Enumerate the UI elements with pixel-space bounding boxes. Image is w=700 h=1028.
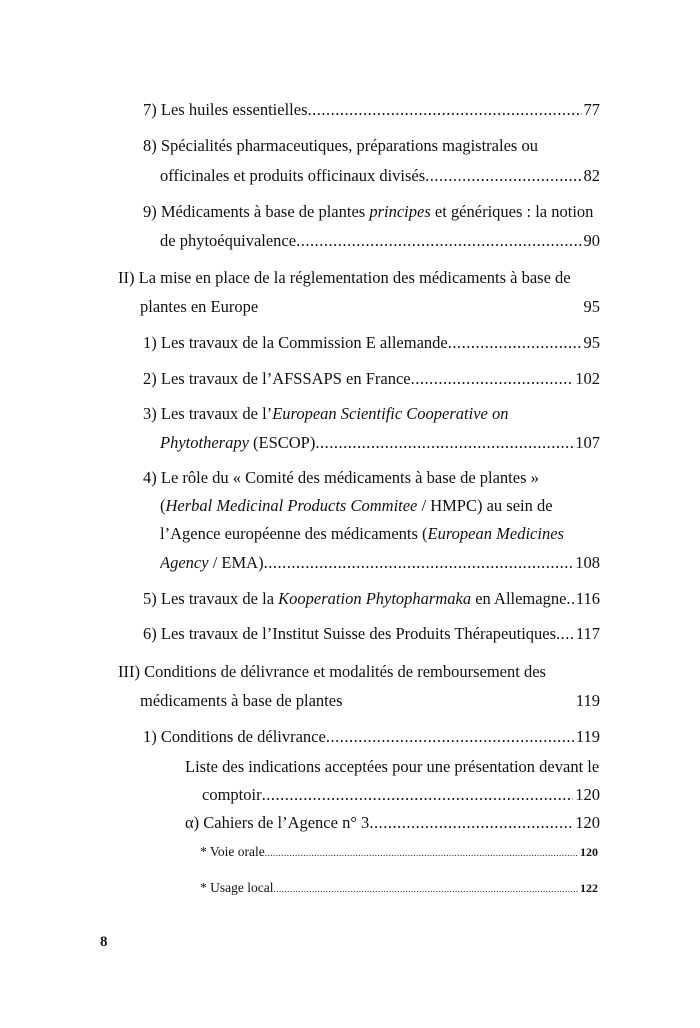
toc-entry-hmpc-line1 — [143, 466, 539, 490]
toc-italic-text: European Scientific Cooperative on — [272, 404, 509, 423]
dot-leader — [315, 431, 573, 455]
toc-entry-hmpc-line3 — [160, 522, 564, 546]
toc-page-number: 119 — [575, 691, 600, 710]
toc-page-number: 107 — [575, 433, 600, 452]
toc-text: l’Agence européenne des médicaments ( — [160, 524, 428, 543]
dot-leader — [566, 587, 573, 611]
toc-entry-institut-suisse — [143, 622, 600, 646]
toc-text: α) Cahiers de l’Agence n° 3 — [185, 813, 370, 832]
toc-text: / HMPC) au sein de — [417, 496, 553, 515]
toc-page-number: 90 — [583, 231, 600, 250]
dot-leader — [448, 331, 582, 355]
toc-section-iii-line1 — [118, 660, 546, 684]
dot-leader — [262, 783, 574, 807]
toc-italic-text: Kooperation Phytopharmaka — [278, 589, 472, 608]
toc-italic-text: European Medicines — [427, 524, 564, 543]
toc-entry-hmpc-line4 — [160, 551, 600, 575]
dot-leader — [369, 811, 573, 835]
toc-page-number: 120 — [580, 845, 598, 859]
toc-text: de phytoéquivalence — [160, 231, 297, 250]
toc-page-number: 116 — [575, 589, 600, 608]
toc-entry-medicaments-line2 — [160, 229, 600, 253]
toc-page-number: 95 — [583, 297, 600, 316]
toc-text: plantes en Europe — [140, 297, 259, 316]
toc-entry-afssaps — [143, 367, 600, 391]
toc-text: 4) Le rôle du « Comité des médicaments à base de plantes » — [143, 468, 539, 487]
dot-leader — [411, 367, 574, 391]
toc-page-number: 117 — [575, 624, 600, 643]
dot-leader — [296, 229, 581, 253]
toc-text: III) Conditions de délivrance et modalités de remboursement des — [118, 662, 546, 681]
toc-entry-huiles — [143, 98, 600, 122]
toc-entry-kooperation — [143, 587, 600, 611]
dot-leader — [308, 98, 582, 122]
toc-section-ii-line2 — [140, 295, 600, 319]
toc-text: II) La mise en place de la réglementation des médicaments à base de — [118, 268, 571, 287]
toc-italic-text: Herbal Medicinal Products Commitee — [165, 496, 418, 515]
toc-text — [160, 431, 315, 455]
toc-text: comptoir — [202, 785, 262, 804]
toc-text: médicaments à base de plantes — [140, 691, 343, 710]
toc-page-number: 102 — [575, 369, 600, 388]
dot-leader — [556, 622, 574, 646]
page-number: 8 — [100, 934, 108, 950]
toc-text: Liste des indications acceptées pour une présentation devant le — [185, 757, 600, 776]
toc-text: (ESCOP) — [248, 433, 316, 452]
toc-italic-text: principes — [369, 202, 431, 221]
toc-text: officinales et produits officinaux divisés — [160, 166, 426, 185]
toc-entry-medicaments-line1 — [143, 200, 593, 224]
toc-text: 6) Les travaux de l’Institut Suisse des Produits Thérapeutiques — [143, 624, 557, 643]
toc-entry-cahiers — [185, 811, 600, 835]
toc-entry-usage-local — [200, 876, 598, 900]
toc-italic-text: Agency — [160, 553, 209, 572]
toc-text: 9) Médicaments à base de plantes — [143, 202, 370, 221]
toc-text: * Usage local — [200, 880, 274, 895]
toc-entry-voie-orale — [200, 840, 598, 864]
toc-text: 7) Les huiles essentielles — [143, 100, 308, 119]
toc-page-number: 120 — [575, 785, 600, 804]
toc-entry-commission-e — [143, 331, 600, 355]
toc-text: 5) Les travaux de la — [143, 589, 279, 608]
toc-text: * Voie orale — [200, 844, 265, 859]
dot-leader — [425, 164, 581, 188]
toc-entry-conditions — [143, 725, 600, 749]
dot-leader — [273, 877, 578, 900]
toc-text — [160, 551, 264, 575]
toc-entry-escop-line2 — [160, 431, 600, 455]
toc-text: / EMA) — [208, 553, 264, 572]
dot-leader — [265, 841, 578, 864]
toc-page-number: 119 — [575, 727, 600, 746]
toc-page-number: 77 — [583, 100, 600, 119]
toc-text — [143, 587, 566, 611]
toc-entry-hmpc-line2 — [160, 494, 553, 518]
dot-leader — [264, 551, 574, 575]
toc-text: 1) Les travaux de la Commission E allemande — [143, 333, 448, 352]
toc-page-number: 122 — [580, 881, 598, 895]
toc-entry-liste-line2 — [202, 783, 600, 807]
toc-text: ( — [160, 496, 166, 515]
toc-page-number: 95 — [583, 333, 600, 352]
toc-text: en Allemagne — [471, 589, 567, 608]
toc-entry-specialites-line1 — [143, 134, 538, 158]
toc-page-number: 82 — [583, 166, 600, 185]
toc-text: 2) Les travaux de l’AFSSAPS en France — [143, 369, 411, 388]
toc-text: et génériques : la notion — [430, 202, 594, 221]
toc-text: 3) Les travaux de l’ — [143, 404, 273, 423]
toc-page-number: 108 — [575, 553, 600, 572]
toc-entry-liste-line1 — [185, 755, 599, 779]
toc-text: 1) Conditions de délivrance — [143, 727, 326, 746]
toc-entry-escop-line1 — [143, 402, 509, 426]
dot-leader — [326, 725, 574, 749]
toc-italic-text: Phytotherapy — [160, 433, 249, 452]
toc-section-ii-line1 — [118, 266, 571, 290]
toc-section-iii-line2 — [140, 689, 600, 713]
toc-text: 8) Spécialités pharmaceutiques, préparations magistrales ou — [143, 136, 538, 155]
toc-entry-specialites-line2 — [160, 164, 600, 188]
toc-page-number: 120 — [575, 813, 600, 832]
